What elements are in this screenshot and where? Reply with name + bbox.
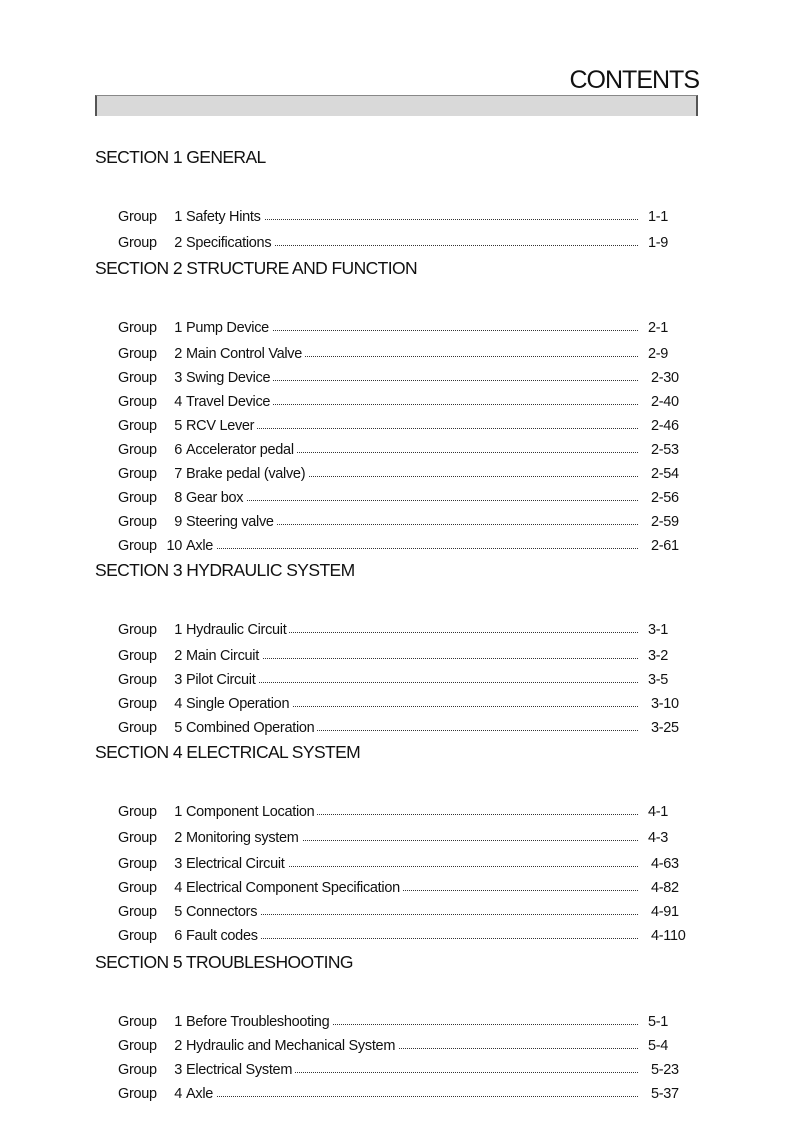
group-number: 5 [174,904,182,920]
entry-title: Accelerator pedal [186,440,297,460]
page-number: 5-1 [648,1014,669,1030]
entry-title: Connectors [186,902,260,922]
group-number: 4 [174,1086,182,1102]
group-number: 5 [174,720,182,736]
page-number: 2-56 [651,490,679,506]
group-number: 7 [174,466,182,482]
toc-entry[interactable] [118,802,693,822]
page-number: 3-5 [648,672,669,688]
page-number: 5-23 [651,1062,679,1078]
page-number: 2-46 [651,418,679,434]
page-number: 3-1 [648,622,669,638]
group-label: Group [118,1062,157,1078]
toc-entry[interactable] [118,854,693,874]
group-number: 1 [174,804,182,820]
page-number: 4-3 [648,830,669,846]
entry-title: Component Location [186,802,317,822]
group-number: 6 [174,928,182,944]
group-number: 6 [174,442,182,458]
toc-entry[interactable] [118,1012,693,1032]
toc-entry[interactable] [118,620,693,640]
toc-entry[interactable] [118,488,693,508]
entry-title: Hydraulic Circuit [186,620,289,640]
entry-title: Swing Device [186,368,273,388]
group-number: 3 [174,672,182,688]
toc-entry[interactable] [118,440,693,460]
group-label: Group [118,880,157,896]
group-label: Group [118,209,157,225]
toc-entry[interactable] [118,368,693,388]
page-number: 4-82 [651,880,679,896]
section-4 [95,740,698,944]
group-label: Group [118,1014,157,1030]
page-number: 1-1 [648,209,669,225]
entry-title: Travel Device [186,392,273,412]
section-heading: SECTION 5 TROUBLESHOOTING [95,952,353,972]
group-label: Group [118,804,157,820]
group-label: Group [118,442,157,458]
group-label: Group [118,672,157,688]
group-number: 2 [174,830,182,846]
toc-entry[interactable] [118,694,693,714]
page-number: 2-53 [651,442,679,458]
section-heading: SECTION 4 ELECTRICAL SYSTEM [95,742,361,762]
group-label: Group [118,648,157,664]
section-heading: SECTION 1 GENERAL [95,147,266,167]
page-number: 5-37 [651,1086,679,1102]
page-number: 5-4 [648,1038,669,1054]
section-heading: SECTION 2 STRUCTURE AND FUNCTION [95,258,418,278]
entry-title: Pump Device [186,318,272,338]
page-number: 2-61 [651,538,679,554]
entry-title: Axle [186,536,216,556]
entry-title: Before Troubleshooting [186,1012,332,1032]
page-number: 3-25 [651,720,679,736]
toc-entry[interactable] [118,1084,693,1104]
entry-title: RCV Lever [186,416,257,436]
toc-entry[interactable] [118,878,693,898]
group-label: Group [118,904,157,920]
group-label: Group [118,346,157,362]
group-label: Group [118,1086,157,1102]
dot-leader [186,548,638,549]
entry-title: Main Circuit [186,646,262,666]
group-label: Group [118,514,157,530]
page-number: 2-9 [648,346,669,362]
group-label: Group [118,696,157,712]
toc-entry[interactable] [118,464,693,484]
toc-entry[interactable] [118,392,693,412]
group-number: 4 [174,394,182,410]
group-number: 1 [174,320,182,336]
page-number: 2-54 [651,466,679,482]
entry-title: Steering valve [186,512,277,532]
toc-entry[interactable] [118,902,693,922]
page-number: 4-63 [651,856,679,872]
entry-title: Single Operation [186,694,292,714]
page-number: 4-91 [651,904,679,920]
group-label: Group [118,830,157,846]
group-number: 2 [174,648,182,664]
group-label: Group [118,1038,157,1054]
group-label: Group [118,720,157,736]
entry-title: Fault codes [186,926,261,946]
section-3 [95,558,698,736]
toc-entry[interactable] [118,1060,693,1080]
group-label: Group [118,928,157,944]
group-number: 1 [174,209,182,225]
toc-entry[interactable] [118,1036,693,1056]
group-label: Group [118,538,157,554]
entry-title: Brake pedal (valve) [186,464,308,484]
entry-title: Pilot Circuit [186,670,258,690]
section-2 [95,256,698,554]
page-number: 4-1 [648,804,669,820]
group-number: 4 [174,696,182,712]
entry-title: Specifications [186,233,274,253]
section-heading: SECTION 3 HYDRAULIC SYSTEM [95,560,355,580]
group-number: 4 [174,880,182,896]
page-number: 3-10 [651,696,679,712]
group-number: 3 [174,1062,182,1078]
toc-entry[interactable] [118,512,693,532]
entry-title: Electrical Circuit [186,854,288,874]
entry-title: Hydraulic and Mechanical System [186,1036,398,1056]
group-number: 10 [166,538,182,554]
entry-title: Safety Hints [186,207,264,227]
dot-leader [186,1096,638,1097]
page-number: 2-59 [651,514,679,530]
page-number: 2-40 [651,394,679,410]
entry-title: Electrical Component Specification [186,878,403,898]
page-number: 1-9 [648,235,669,251]
toc-entry[interactable] [118,233,693,253]
toc-entry[interactable] [118,536,693,556]
section-5 [95,950,698,1102]
toc-entry[interactable] [118,207,693,227]
entry-title: Gear box [186,488,246,508]
entry-title: Axle [186,1084,216,1104]
group-label: Group [118,622,157,638]
toc-entry[interactable] [118,646,693,666]
group-label: Group [118,856,157,872]
group-number: 3 [174,856,182,872]
group-label: Group [118,320,157,336]
group-label: Group [118,394,157,410]
group-number: 3 [174,370,182,386]
group-label: Group [118,418,157,434]
toc-entry[interactable] [118,318,693,338]
toc-entry[interactable] [118,344,693,364]
toc-entry[interactable] [118,670,693,690]
page-number: 3-2 [648,648,669,664]
entry-title: Electrical System [186,1060,295,1080]
page-number: 4-110 [651,928,686,944]
section-1 [95,145,698,251]
toc-entry[interactable] [118,828,693,848]
group-number: 1 [174,1014,182,1030]
group-number: 1 [174,622,182,638]
group-label: Group [118,235,157,251]
page-number: 2-30 [651,370,679,386]
group-number: 5 [174,418,182,434]
toc-entry[interactable] [118,926,693,946]
entry-title: Main Control Valve [186,344,305,364]
page-number: 2-1 [648,320,669,336]
group-number: 2 [174,346,182,362]
dot-leader [186,500,638,501]
group-label: Group [118,466,157,482]
title-bar [95,95,698,116]
group-number: 2 [174,1038,182,1054]
entry-title: Combined Operation [186,718,317,738]
group-number: 9 [174,514,182,530]
toc-entry[interactable] [118,416,693,436]
toc-entry[interactable] [118,718,693,738]
group-number: 2 [174,235,182,251]
group-label: Group [118,370,157,386]
group-number: 8 [174,490,182,506]
page-title: CONTENTS [569,66,699,94]
entry-title: Monitoring system [186,828,302,848]
group-label: Group [118,490,157,506]
